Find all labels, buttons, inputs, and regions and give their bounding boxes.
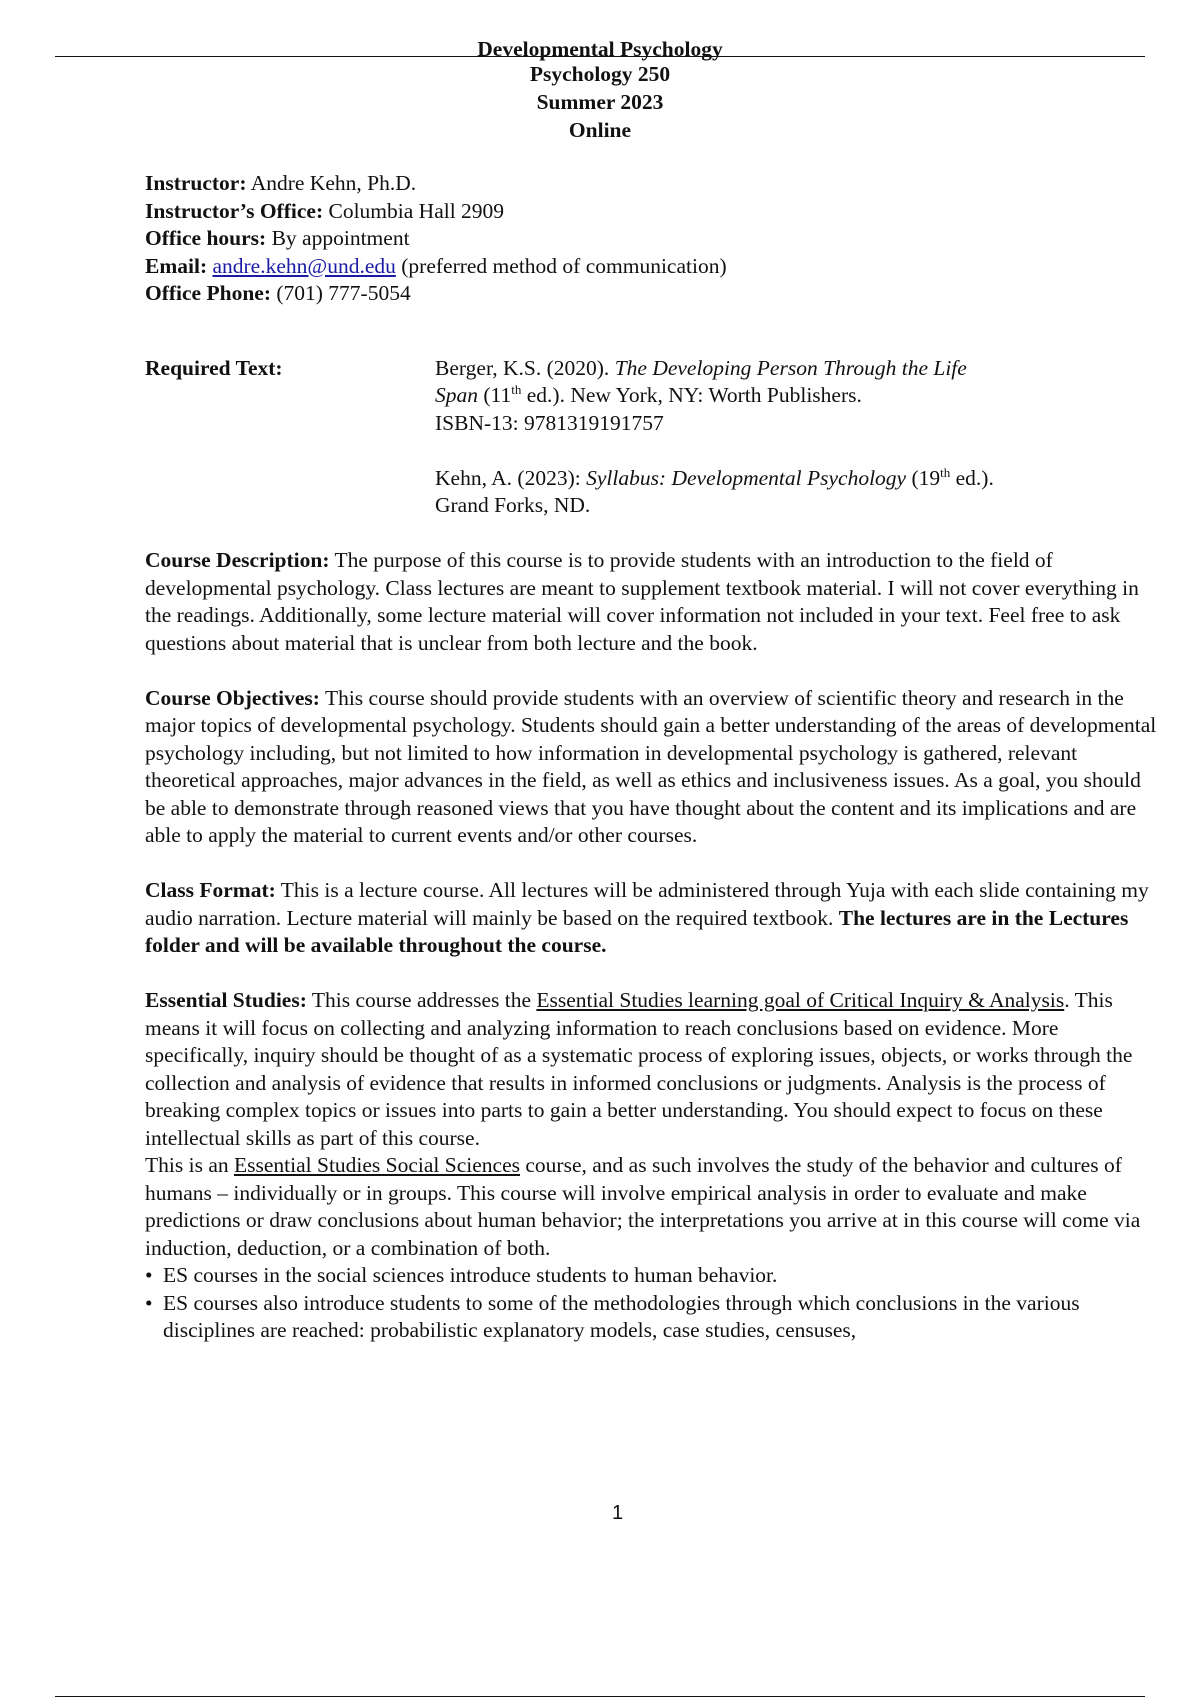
book1-edition-sup: th xyxy=(511,381,522,397)
book1-title-cont: Span xyxy=(435,383,478,407)
objectives-label: Course Objectives: xyxy=(145,685,320,710)
essential-studies xyxy=(145,987,1165,1152)
class-format xyxy=(145,877,1165,960)
critical-inquiry-link[interactable]: Essential Studies learning goal of Critical Inquiry & Analysis xyxy=(536,988,1065,1012)
book1-isbn: ISBN-13: 9781319191757 xyxy=(435,410,664,435)
instructor-info xyxy=(145,170,1165,308)
book1-title: The Developing Person Through the Life xyxy=(614,355,967,380)
es-bullet-2: • ES courses also introduce students to some of the methodologies through which conclusions in the various disciplines are reached: probabilistic explanatory models, case studies, censuses, xyxy=(145,1290,1165,1345)
email-link[interactable]: andre.kehn@und.edu xyxy=(212,253,396,278)
office-value: Columbia Hall 2909 xyxy=(323,198,505,223)
description-label: Course Description: xyxy=(145,548,330,572)
format-bold-note: The lectures are in the Lectures folder and will be available throughout the course. xyxy=(145,905,1129,957)
syllabus-page xyxy=(145,38,1165,1345)
description-text: The purpose of this course is to provide students with an introduction to the field of developmental psychology. Class lectures are meant to supplement textbook material. I will not cover everything in the readings. Additionally, some lecture material will cover information not included in your text. Feel free to ask questions about material that is unclear from both lecture and the book. xyxy=(145,548,1139,655)
footer-rule xyxy=(55,1696,1145,1697)
social-sciences-pre: This is an xyxy=(145,1153,234,1177)
book2-edition-sup: th xyxy=(940,464,951,480)
essential-studies-intro: This course addresses the xyxy=(306,988,537,1012)
book1-author: Berger, K.S. (2020). xyxy=(435,355,615,380)
social-sciences-text: course, and as such involves the study of the behavior and cultures of humans – individually or in groups. This course will involve empirical analysis in order to evaluate and make predictions or draw conclusions about human behavior; the interpretations you arrive at in this course will come via induction, deduction, or a combination of both. xyxy=(145,1153,1141,1260)
social-sciences-link[interactable]: Essential Studies Social Sciences xyxy=(233,1153,521,1177)
required-text-section xyxy=(145,355,1165,520)
instructor-row xyxy=(145,170,1165,198)
book2-place: Grand Forks, ND. xyxy=(435,493,591,517)
social-sciences-paragraph xyxy=(145,1152,1165,1262)
format-label: Class Format: xyxy=(145,878,276,902)
phone-label: Office Phone: xyxy=(145,281,271,305)
essential-studies-text: . This means it will focus on collecting and analyzing information to reach conclusions based on evidence. More specifically, inquiry should be thought of as a systematic process of exploring issues, objects, or works through the collection and analysis of evidence that results in informed conclusions or judgments. Analysis is the process of breaking complex topics or issues into parts to gain a better understanding. You should expect to focus on these intellectual skills as part of this course. xyxy=(145,988,1133,1150)
book2-edition-end: ed.). xyxy=(950,465,994,490)
book1-edition: (11 xyxy=(478,383,512,407)
course-objectives xyxy=(145,685,1165,850)
course-title: Developmental Psychology xyxy=(477,37,723,61)
course-description xyxy=(145,547,1165,657)
hours-value: By appointment xyxy=(266,226,410,250)
email-label: Email: xyxy=(145,253,208,278)
required-book-1 xyxy=(435,355,1165,438)
page-number: 1 xyxy=(611,1502,624,1524)
office-row xyxy=(145,198,1165,226)
es-bullet-list xyxy=(145,1262,1165,1345)
phone-value: (701) 777-5054 xyxy=(270,281,411,305)
objectives-text: This course should provide students with an overview of scientific theory and research in the major topics of developmental psychology. Students should gain a better understanding of the areas of developmental psychology including, but not limited to how information in developmental psychology is gathered, relevant theoretical approaches, major advances in the field, as well as ethics and inclusiveness issues. As a goal, you should be able to demonstrate through reasoned views that you have thought about the content and its implications and are able to apply the material to current events and/or other courses. xyxy=(145,685,1157,847)
course-heading xyxy=(145,38,1055,144)
instructor-label: Instructor: xyxy=(145,171,247,195)
book2-author: Kehn, A. (2023): xyxy=(435,465,587,490)
office-label: Instructor’s Office: xyxy=(145,198,324,223)
book1-publisher: ed.). New York, NY: Worth Publishers. xyxy=(521,383,862,407)
hours-row xyxy=(145,225,1165,253)
book2-title: Syllabus: Developmental Psychology xyxy=(586,465,907,490)
book2-edition: (19 xyxy=(906,465,941,490)
hours-label: Office hours: xyxy=(145,226,267,250)
email-note: (preferred method of communication) xyxy=(395,253,727,278)
phone-row xyxy=(145,280,1165,308)
course-term: Summer 2023 xyxy=(536,90,664,114)
course-mode: Online xyxy=(568,118,632,142)
required-text-list xyxy=(435,355,1165,520)
email-row xyxy=(145,253,1165,281)
required-text-label: Required Text: xyxy=(145,355,283,380)
format-text: This is a lecture course. All lectures will be administered through Yuja with each slide containing my audio narration. Lecture material will mainly be based on the required textbook. xyxy=(145,878,1149,930)
course-number: Psychology 250 xyxy=(529,62,671,86)
required-book-2 xyxy=(435,465,1165,520)
essential-studies-label: Essential Studies: xyxy=(145,988,307,1012)
instructor-value: Andre Kehn, Ph.D. xyxy=(246,171,417,195)
es-bullet-1: • ES courses in the social sciences introduce students to human behavior. xyxy=(145,1262,1165,1290)
